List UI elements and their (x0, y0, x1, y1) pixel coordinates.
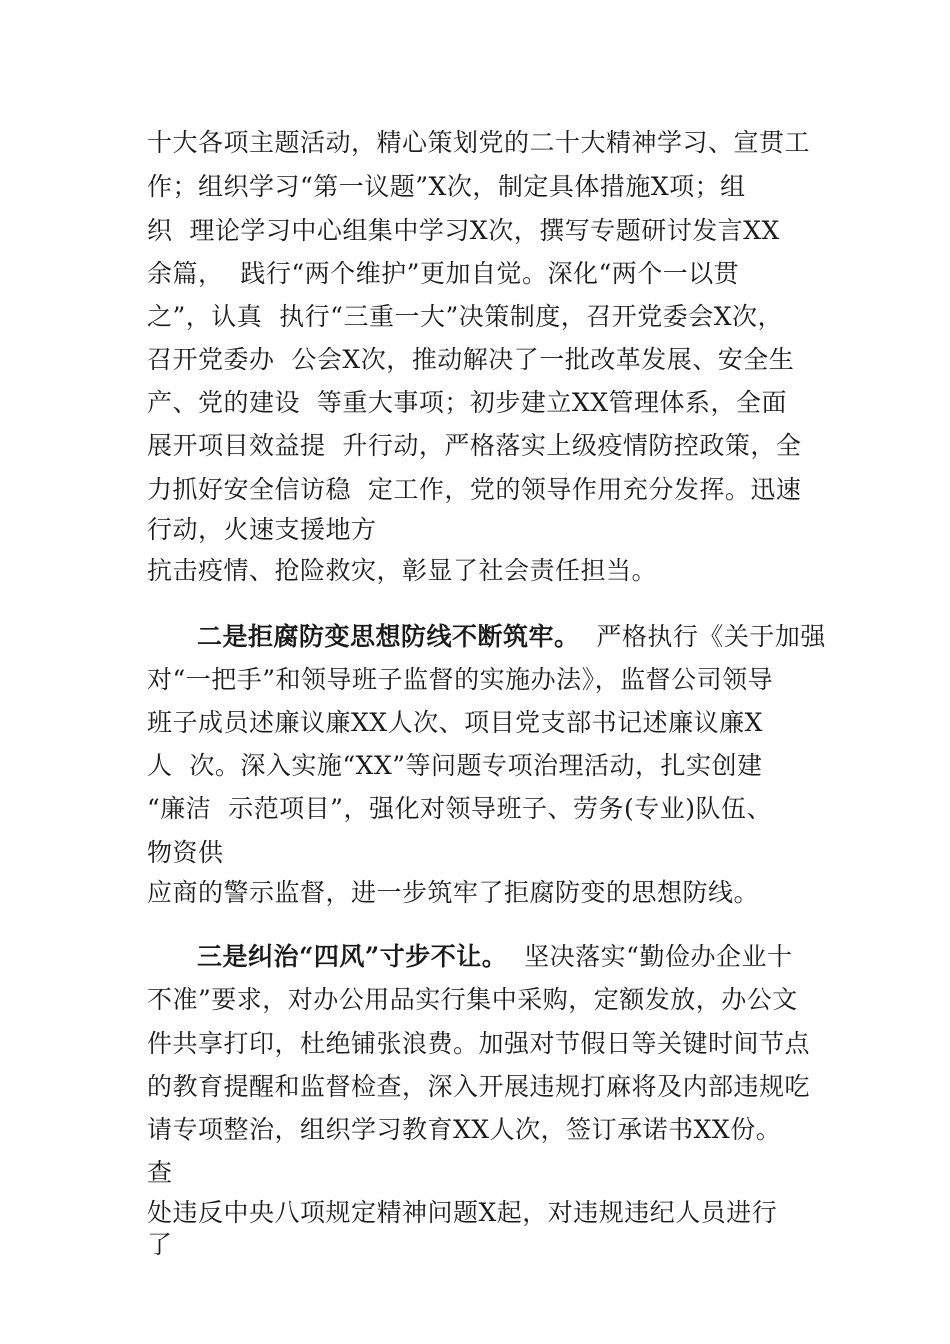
text-line: 之”，认真 执行“三重一大”决策制度，召开党委会X次， (147, 302, 784, 331)
text-line: 余篇， 践行“两个维护”更加自觉。深化“两个一以贯 (147, 259, 740, 288)
text-line: 件共享打印，杜绝铺张浪费。加强对节假日等关键时间节点 (147, 1029, 811, 1058)
text-line: 物资供 (147, 838, 224, 867)
paragraph-heading: 三是纠治“四风”寸步不让。 (197, 942, 508, 971)
text-line: 不准”要求，对办公用品实行集中采购，定额发放，办公文 (147, 985, 798, 1014)
text-line: 处违反中央八项规定精神问题X起，对违规违纪人员进行 (147, 1198, 778, 1227)
text-line: 展开项目效益提 升行动，严格落实上级疫情防控政策，全 (147, 431, 802, 460)
text-line: 查 (147, 1158, 173, 1187)
text-line: 了 (147, 1230, 173, 1259)
text-line: 行动，火速支援地方 (147, 515, 377, 544)
text-line: 产、党的建设 等重大事项；初步建立XX管理体系，全面 (147, 388, 787, 417)
paragraph-first-line (197, 622, 826, 652)
text-run: 严格执行《关于加强 (579, 622, 826, 651)
paragraph-first-line (197, 942, 792, 972)
text-line: 织 理论学习中心组集中学习X次，撰写专题研讨发言XX (147, 216, 780, 245)
text-line: 的教育提醒和监督检查，深入开展违规打麻将及内部违规吃 (147, 1072, 811, 1101)
paragraph-heading: 二是拒腐防变思想防线不断筑牢。 (197, 622, 580, 651)
text-line: 抗击疫情、抢险救灾，彰显了社会责任担当。 (147, 556, 658, 585)
text-line: 作；组织学习“第一议题”X次，制定具体措施X项；组 (147, 172, 746, 201)
text-line: 应商的警示监督，进一步筑牢了拒腐防变的思想防线。 (147, 878, 760, 907)
text-line: 十大各项主题活动，精心策划党的二十大精神学习、宣贯工 (147, 128, 811, 157)
text-line: 召开党委办 公会X次，推动解决了一批改革发展、安全生 (147, 345, 795, 374)
text-line: 对“一把手”和领导班子监督的实施办法》，监督公司领导 (147, 665, 774, 694)
text-line: 请专项整治，组织学习教育XX人次，签订承诺书XX份。 (147, 1115, 782, 1144)
text-line: “廉洁 示范项目”，强化对领导班子、劳务(专业)队伍、 (147, 794, 772, 823)
text-run: 坚决落实“勤俭办企业十 (507, 942, 793, 971)
text-line: 人 次。深入实施“XX”等问题专项治理活动，扎实创建 (147, 751, 763, 780)
text-line: 力抓好安全信访稳 定工作，党的领导作用充分发挥。迅速 (147, 475, 802, 504)
text-line: 班子成员述廉议廉XX人次、项目党支部书记述廉议廉X (147, 708, 763, 737)
